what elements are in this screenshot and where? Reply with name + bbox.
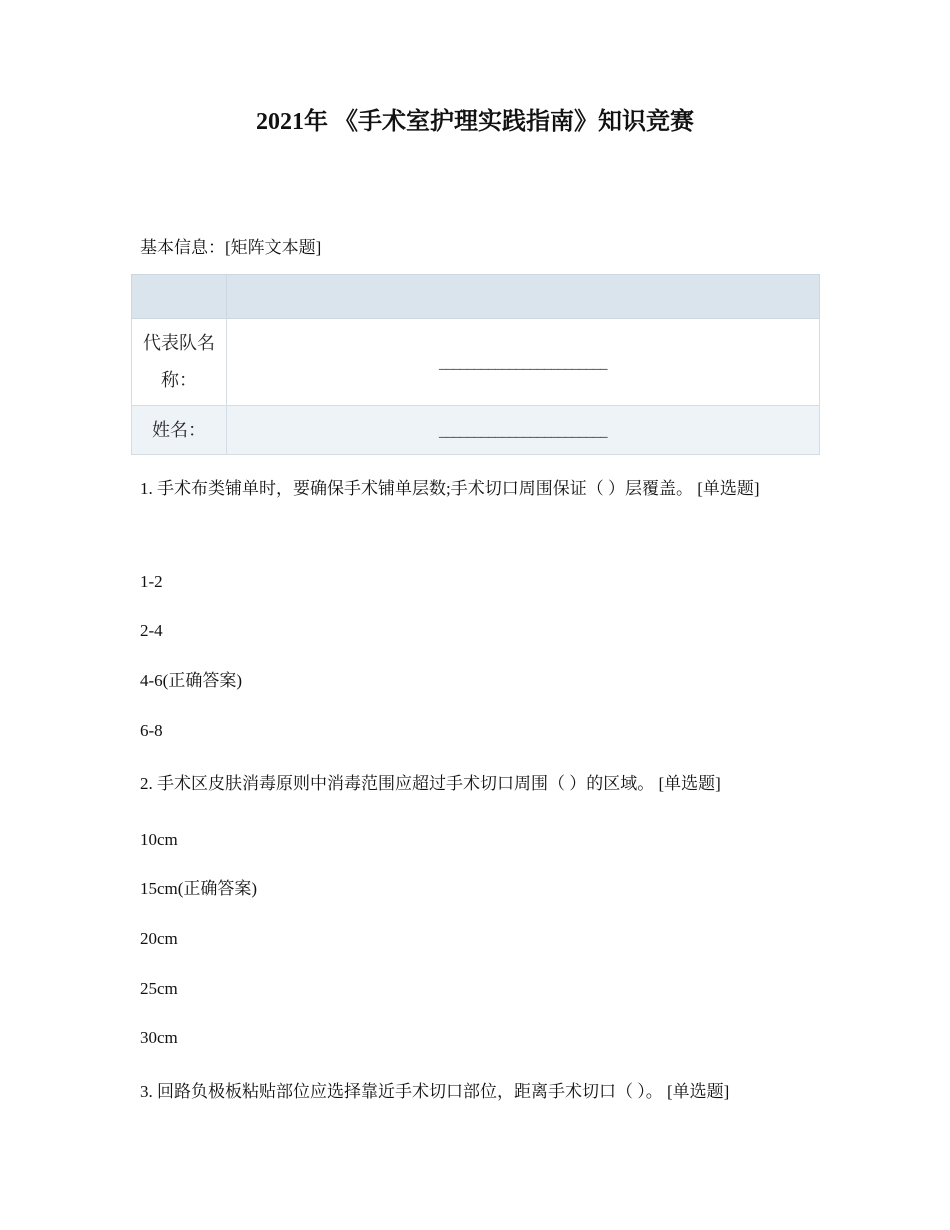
table-row xyxy=(132,319,820,406)
table-row xyxy=(132,406,820,455)
person-name-field[interactable] xyxy=(227,406,820,455)
question-1-option[interactable]: 6-8 xyxy=(140,721,163,740)
question-2-text: 2. 手术区皮肤消毒原则中消毒范围应超过手术切口周围（ ）的区域。 [单选题] xyxy=(140,774,721,793)
question-1-text: 1. 手术布类铺单时，要确保手术铺单层数;手术切口周围保证（ ）层覆盖。 [单选题] xyxy=(140,479,760,498)
question-2-option[interactable]: 30cm xyxy=(140,1028,178,1047)
document-title: 2021年 《手术室护理实践指南》知识竞赛 xyxy=(256,109,694,135)
question-2-option[interactable]: 25cm xyxy=(140,979,178,998)
table-header-row xyxy=(132,275,820,319)
question-3-text: 3. 回路负极板粘贴部位应选择靠近手术切口部位，距离手术切口（ ）。 [单选题] xyxy=(140,1082,730,1101)
person-name-label: 姓名： xyxy=(132,406,227,455)
question-1-option[interactable]: 1-2 xyxy=(140,572,163,591)
team-name-field[interactable] xyxy=(227,319,820,406)
question-2-option[interactable]: 10cm xyxy=(140,830,178,849)
basic-info-label: 基本信息：[矩阵文本题] xyxy=(140,238,322,257)
table-header-cell xyxy=(132,275,227,319)
person-name-blank[interactable]: ________________________ xyxy=(439,423,607,440)
basic-info-table xyxy=(131,274,820,455)
question-2-option[interactable]: 20cm xyxy=(140,929,178,948)
question-1-option[interactable]: 2-4 xyxy=(140,621,163,640)
team-name-blank[interactable]: ________________________ xyxy=(439,355,607,372)
team-name-label: 代表队名称： xyxy=(132,319,227,406)
table-header-cell xyxy=(227,275,820,319)
question-2-option[interactable]: 15cm(正确答案) xyxy=(140,879,258,898)
question-1-option[interactable]: 4-6(正确答案) xyxy=(140,671,242,690)
